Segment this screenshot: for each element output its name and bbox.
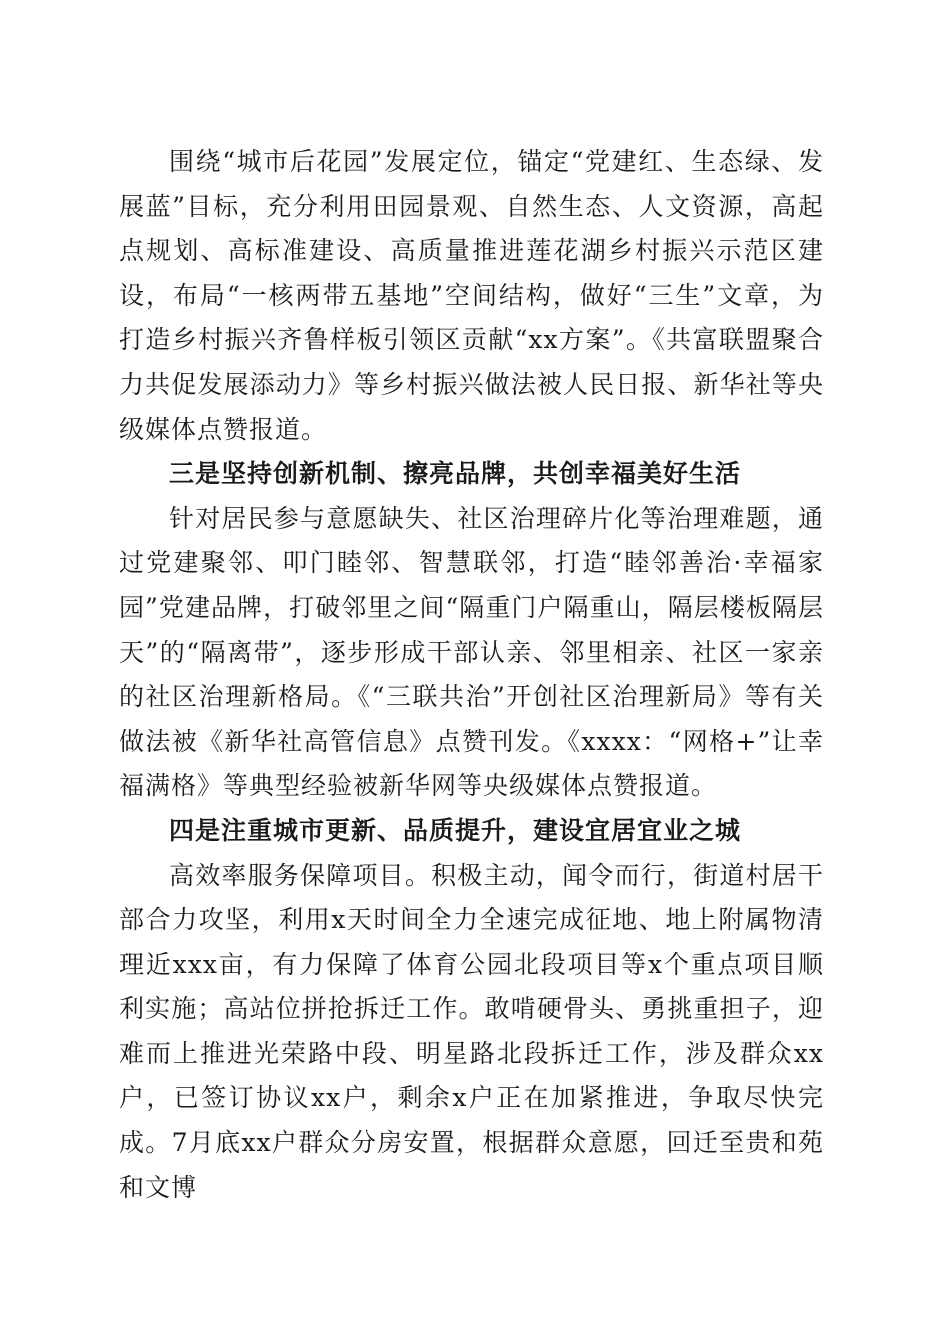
document-body [119,140,824,1210]
paragraph-urban-renewal: 高效率服务保障项目。积极主动，闻令而行，街道村居干部合力攻坚，利用x天时间全力全速完成征地、地上附属物清理近xxx亩，有力保障了体育公园北段项目等x个重点项目顺利实施；高站位拼抢拆迁工作。敢啃硬骨头、勇挑重担子，迎难而上推进光荣路中段、明星路北段拆迁工作，涉及群众xx户，已签订协议xx户，剩余x户正在加紧推进，争取尽快完成。7月底xx户群众分房安置，根据群众意愿，回迁至贵和苑和文博 [119,860,824,1202]
paragraph-community-governance: 针对居民参与意愿缺失、社区治理碎片化等治理难题，通过党建聚邻、叩门睦邻、智慧联邻，打造“睦邻善治·幸福家园”党建品牌，打破邻里之间“隔重门户隔重山，隔层楼板隔层天”的“隔离带”，逐步形成干部认亲、邻里相亲、社区一家亲的社区治理新格局。《“三联共治”开创社区治理新局》等有关做法被《新华社高管信息》点赞刊发。《xxxx：“网格+”让幸福满格》等典型经验被新华网等央级媒体点赞报道。 [119,503,824,801]
section-heading-three: 三是坚持创新机制、擦亮品牌，共创幸福美好生活 [169,459,742,489]
section-heading-four: 四是注重城市更新、品质提升，建设宜居宜业之城 [169,815,742,845]
paragraph-rural-revitalization: 围绕“城市后花园”发展定位，锚定“党建红、生态绿、发展蓝”目标，充分利用田园景观、自然生态、人文资源，高起点规划、高标准建设、高质量推进莲花湖乡村振兴示范区建设，布局“一核两带五基地”空间结构，做好“三生”文章，为打造乡村振兴齐鲁样板引领区贡献“xx方案”。《共富联盟聚合力共促发展添动力》等乡村振兴做法被人民日报、新华社等央级媒体点赞报道。 [119,147,824,444]
